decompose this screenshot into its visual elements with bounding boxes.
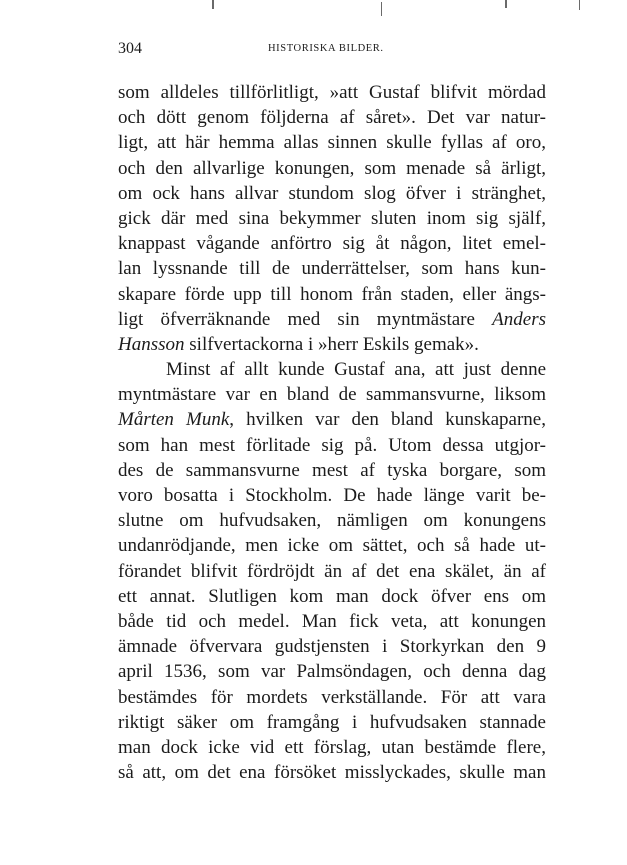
italic-name: Mårten Munk — [118, 409, 230, 431]
body-text — [118, 80, 546, 785]
text-line: så att, om det ena försöket misslyckades, skulle man — [118, 762, 546, 784]
text-line: myntmästare var en bland de sammansvurne, liksom — [118, 384, 546, 406]
text-line: om ock hans allvar stundom slog öfver i stränghet, — [118, 182, 546, 204]
scan-mark — [579, 0, 580, 10]
text-line: och den allvarlige konungen, som menade så ärligt, — [118, 157, 546, 179]
page-header — [118, 40, 546, 60]
text-line: voro bosatta i Stockholm. De hade länge varit be- — [118, 485, 546, 506]
page-number: 304 — [118, 40, 142, 57]
text-line: både tid och medel. Man fick veta, att konungen — [118, 610, 546, 632]
running-head: HISTORISKA BILDER. — [268, 43, 384, 54]
text-line: slutne om hufvudsaken, nämligen om konungens — [118, 510, 546, 532]
text-line: april 1536, som var Palmsöndagen, och denna dag — [118, 661, 546, 683]
text-line: förandet blifvit fördröjdt än af det ena skälet, än af — [118, 560, 546, 582]
text-line: riktigt säker om framgång i hufvudsaken stannade — [118, 711, 546, 733]
italic-name: Hansson — [118, 333, 185, 355]
text-line: undanrödjande, men icke om sättet, och så hade ut- — [118, 535, 546, 557]
text-line: och dött genom följderna af såret». Det var natur- — [118, 107, 546, 129]
scan-mark — [505, 0, 507, 8]
text-line: ligt öfverräknande med sin myntmästare Anders — [118, 308, 546, 330]
text-line: man dock icke vid ett förslag, utan bestämde flere, — [118, 736, 546, 758]
text-line: des de sammansvurne mest af tyska borgare, som — [118, 459, 546, 481]
text-line: Mårten Munk, hvilken var den bland kunskaparne, — [118, 409, 546, 431]
text-line: knappast vågande anförtro sig åt någon, litet emel- — [118, 233, 546, 255]
text-line: bestämdes för mordets verkställande. För att vara — [118, 686, 546, 708]
text-line: ligt, att här hemma allas sinnen skulle fyllas af oro, — [118, 132, 546, 154]
text-line: gick där med sina bekymmer sluten inom sig själf, — [118, 207, 546, 229]
text-line: skapare förde upp till honom från staden, eller ängs- — [118, 283, 546, 305]
scan-mark — [212, 0, 214, 9]
text-line: Minst af allt kunde Gustaf ana, att just denne — [166, 359, 546, 381]
scan-mark — [381, 2, 382, 16]
text-line: ett annat. Slutligen kom man dock öfver ens om — [118, 585, 546, 607]
text-line: ämnade öfvervara gudstjensten i Storkyrkan den 9 — [118, 636, 546, 658]
text-line: lan lyssnande till de underrättelser, som hans kun- — [118, 258, 546, 280]
italic-name: Anders — [492, 308, 546, 330]
text-line: Hansson silfvertackorna i »herr Eskils gemak». — [118, 333, 479, 355]
text-line: som alldeles tillförlitligt, »att Gustaf blifvit mördad — [118, 82, 546, 103]
text-line: som han mest förlitade sig på. Utom dessa utgjor- — [118, 434, 546, 456]
